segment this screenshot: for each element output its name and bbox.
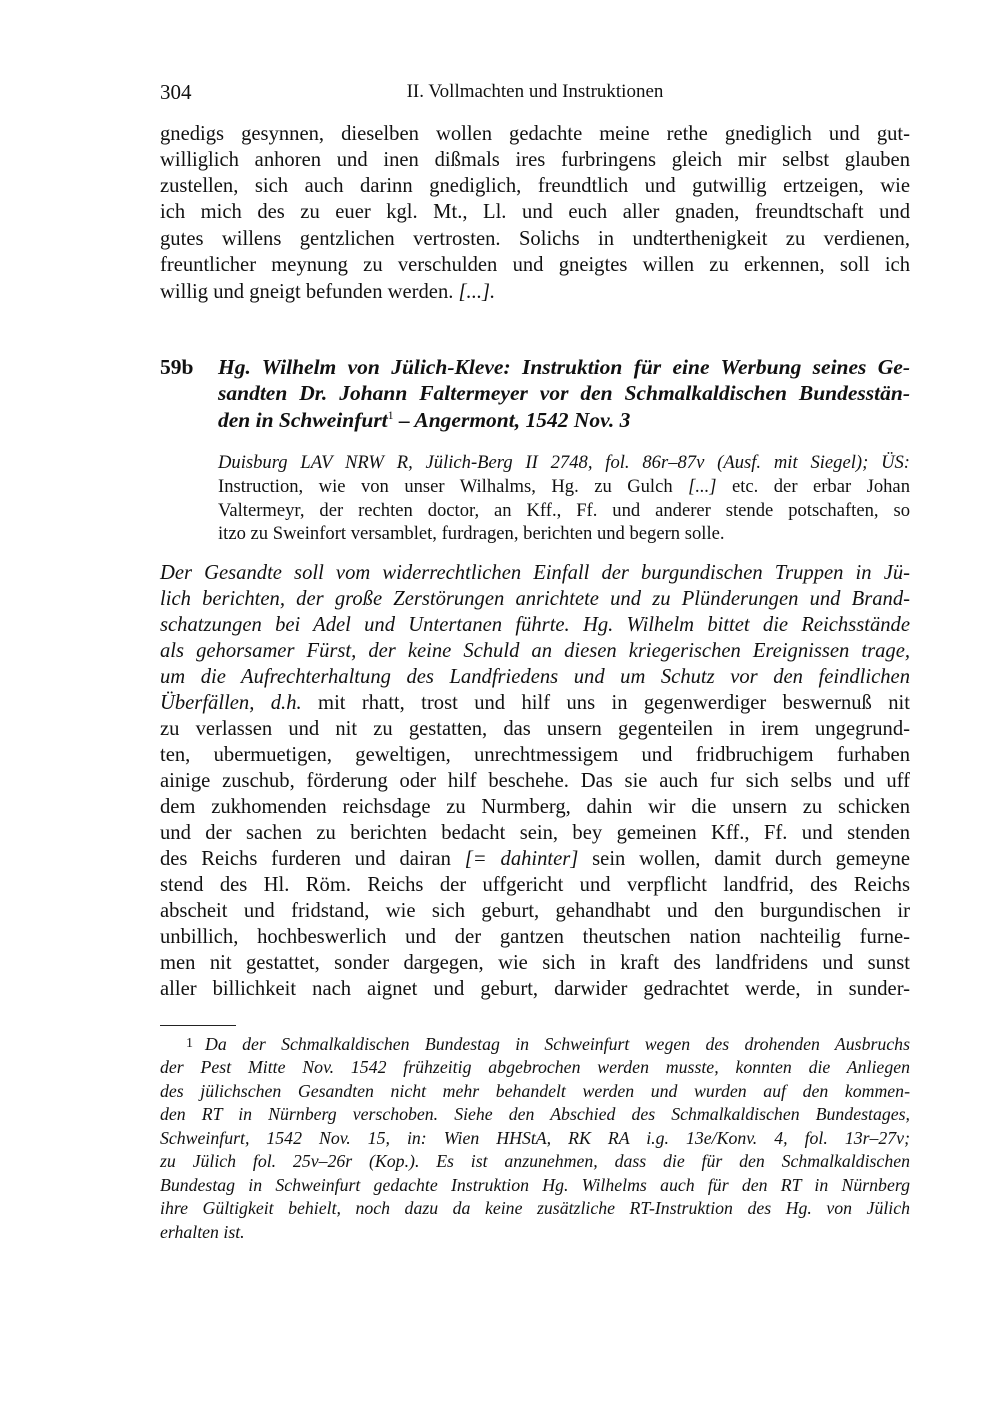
text-line: williglich anhoren und inen dißmals ires furbringens gleich mir selbst glauben — [160, 149, 910, 171]
text-line: und der sachen zu berichten bedacht sein, bey gemeinen Kff., Ff. und stenden — [160, 822, 910, 844]
summary-line: schatzungen bei Adel und Untertanen führte. Hg. Wilhelm bittet die Reichsstände — [160, 614, 910, 636]
text-line — [160, 846, 910, 872]
text: willig und gneigt befunden werden. — [160, 281, 454, 303]
text-line: abscheit und fridstand, wie sich geburt, gehandhabt und den burgundischen ir — [160, 900, 910, 922]
editorial-ellipsis: [...]. — [458, 281, 496, 303]
text-line: ich mich des zu euer kgl. Mt., Ll. und euch aller gnaden, freundtschaft und — [160, 201, 910, 223]
text-line: gnedigs gesynnen, dieselben wollen gedachte meine rethe gnediglich und gut- — [160, 123, 910, 145]
footnote-line: des jülichschen Gesandten nicht mehr behandelt werden und wurden auf den kommen- — [160, 1081, 910, 1101]
document-title-line — [218, 407, 910, 434]
document-title-line: Hg. Wilhelm von Jülich-Kleve: Instruktion für eine Werbung seines Ge- — [218, 355, 910, 379]
text-line: freuntlicher meynung zu verschulden und gneigtes willen zu erkennen, soll ich — [160, 254, 910, 276]
summary-text: Überfällen, d.h. — [160, 692, 302, 714]
footnote-line: zu Jülich fol. 25v–26r (Kop.). Es ist anzunehmen, dass die für den Schmalkaldischen — [160, 1151, 910, 1171]
source-line: Valtermeyr, der rechten doctor, an Kff., Ff. und anderer stende potschaften, so — [218, 500, 910, 521]
summary-line: lich berichten, der große Zerstörungen anrichtete und zu Plünderungen und Brand- — [160, 588, 910, 610]
text-line: unbillich, hochbeswerlich und der gantzen theutschen nation nachteilig furne- — [160, 926, 910, 948]
footnote-mark: 1 — [186, 1036, 193, 1051]
summary-line: Der Gesandte soll vom widerrechtlichen Einfall der burgundischen Truppen in Jü- — [160, 562, 910, 584]
text-line: gutes willens gentzlichen vertrosten. Solichs in undterthenigkeit zu verdienen, — [160, 228, 910, 250]
text: des Reichs furderen und dairan — [160, 848, 465, 870]
document-title-line: sandten Dr. Johann Faltermeyer vor den Schmalkaldischen Bundesstän- — [218, 381, 910, 405]
source-line — [218, 475, 910, 499]
source-line: itzo zu Sweinfort versamblet, furdragen, berichten und begern solle. — [218, 523, 725, 544]
text: Instruction, wie von unser Wilhalms, Hg. zu Gulch — [218, 476, 689, 497]
text-line — [160, 690, 910, 716]
footnote-rule — [160, 1025, 236, 1026]
text-line: ten, ubermuetigen, geweltigen, unrechtmessigem und fridbruchigem furhaben — [160, 744, 910, 766]
page-number: 304 — [160, 80, 192, 104]
text: Da der Schmalkaldischen Bundestag in Schweinfurt wegen des drohenden Ausbruchs — [205, 1034, 910, 1054]
text-line: men nit gestattet, sonder dargegen, wie sich in kraft des landfridens und sunst — [160, 952, 910, 974]
footnote-line — [160, 1033, 910, 1056]
text-line: stend des Hl. Röm. Reichs der uffgericht und verpflicht landfrid, des Reichs — [160, 874, 910, 896]
text-line: aller billichkeit nach aignet und geburt, darwider gedrachtet werde, in sunder- — [160, 978, 910, 1000]
title-place-date: – Angermont, 1542 Nov. 3 — [393, 408, 631, 432]
text-line: ainige zuschub, förderung oder hilf beschehe. Das sie auch fur sich selbs und uff — [160, 770, 910, 792]
footnote-ref[interactable]: 1 — [387, 408, 394, 422]
summary-line: um die Aufrechterhaltung des Landfriedens und um Schutz vor den feindlichen — [160, 666, 910, 688]
document-number: 59b — [160, 355, 194, 379]
summary-line: als gehorsamer Fürst, der keine Schuld an diesen kriegerischen Ereignissen trage, — [160, 640, 910, 662]
text-line: zu verlassen und nit zu gestatten, das unsern gegenteilen in irem ungegrund- — [160, 718, 910, 740]
text-line: zustellen, sich auch darinn gnediglich, freundtlich und gutwillig ertzeigen, wie — [160, 175, 910, 197]
text: sein wollen, damit durch gemeyne — [578, 848, 910, 870]
footnote-line: Schweinfurt, 1542 Nov. 15, in: Wien HHStA, RK RA i.g. 13e/Konv. 4, fol. 13r–27v; — [160, 1128, 910, 1148]
editorial-ellipsis: [...] — [688, 476, 717, 497]
text-line: dem zukhomenden reichsdage zu Nurmberg, dahin wir die unsern zu schicken — [160, 796, 910, 818]
footnote-line: Bundestag in Schweinfurt gedachte Instruktion Hg. Wilhelms auch für den RT in Nürnberg — [160, 1175, 910, 1195]
editorial-gloss: [= dahinter] — [464, 848, 579, 870]
footnote-line: ihre Gültigkeit behielt, noch dazu da keine zusätzliche RT-Instruktion des Hg. von Jülich — [160, 1198, 910, 1218]
text: etc. der erbar Johan — [716, 476, 910, 497]
quoted-text: mit rhatt, trost und hilf uns in gegenwerdiger beswernuß nit — [301, 692, 910, 714]
archive-reference: Duisburg LAV NRW R, Jülich-Berg II 2748, fol. 86r–87v (Ausf. mit Siegel); ÜS: — [218, 452, 910, 473]
text-line — [160, 279, 910, 305]
running-header — [160, 80, 910, 106]
footnote-line: der Pest Mitte Nov. 1542 frühzeitig abgebrochen werden musste, konnten die Anliegen — [160, 1057, 910, 1077]
footnote-line: erhalten ist. — [160, 1222, 245, 1242]
title-text: den in Schweinfurt — [218, 408, 388, 432]
running-title: II. Vollmachten und Instruktionen — [406, 81, 664, 102]
footnote-line: den RT in Nürnberg verschoben. Siehe den Abschied des Schmalkaldischen Bundestages, — [160, 1104, 910, 1124]
